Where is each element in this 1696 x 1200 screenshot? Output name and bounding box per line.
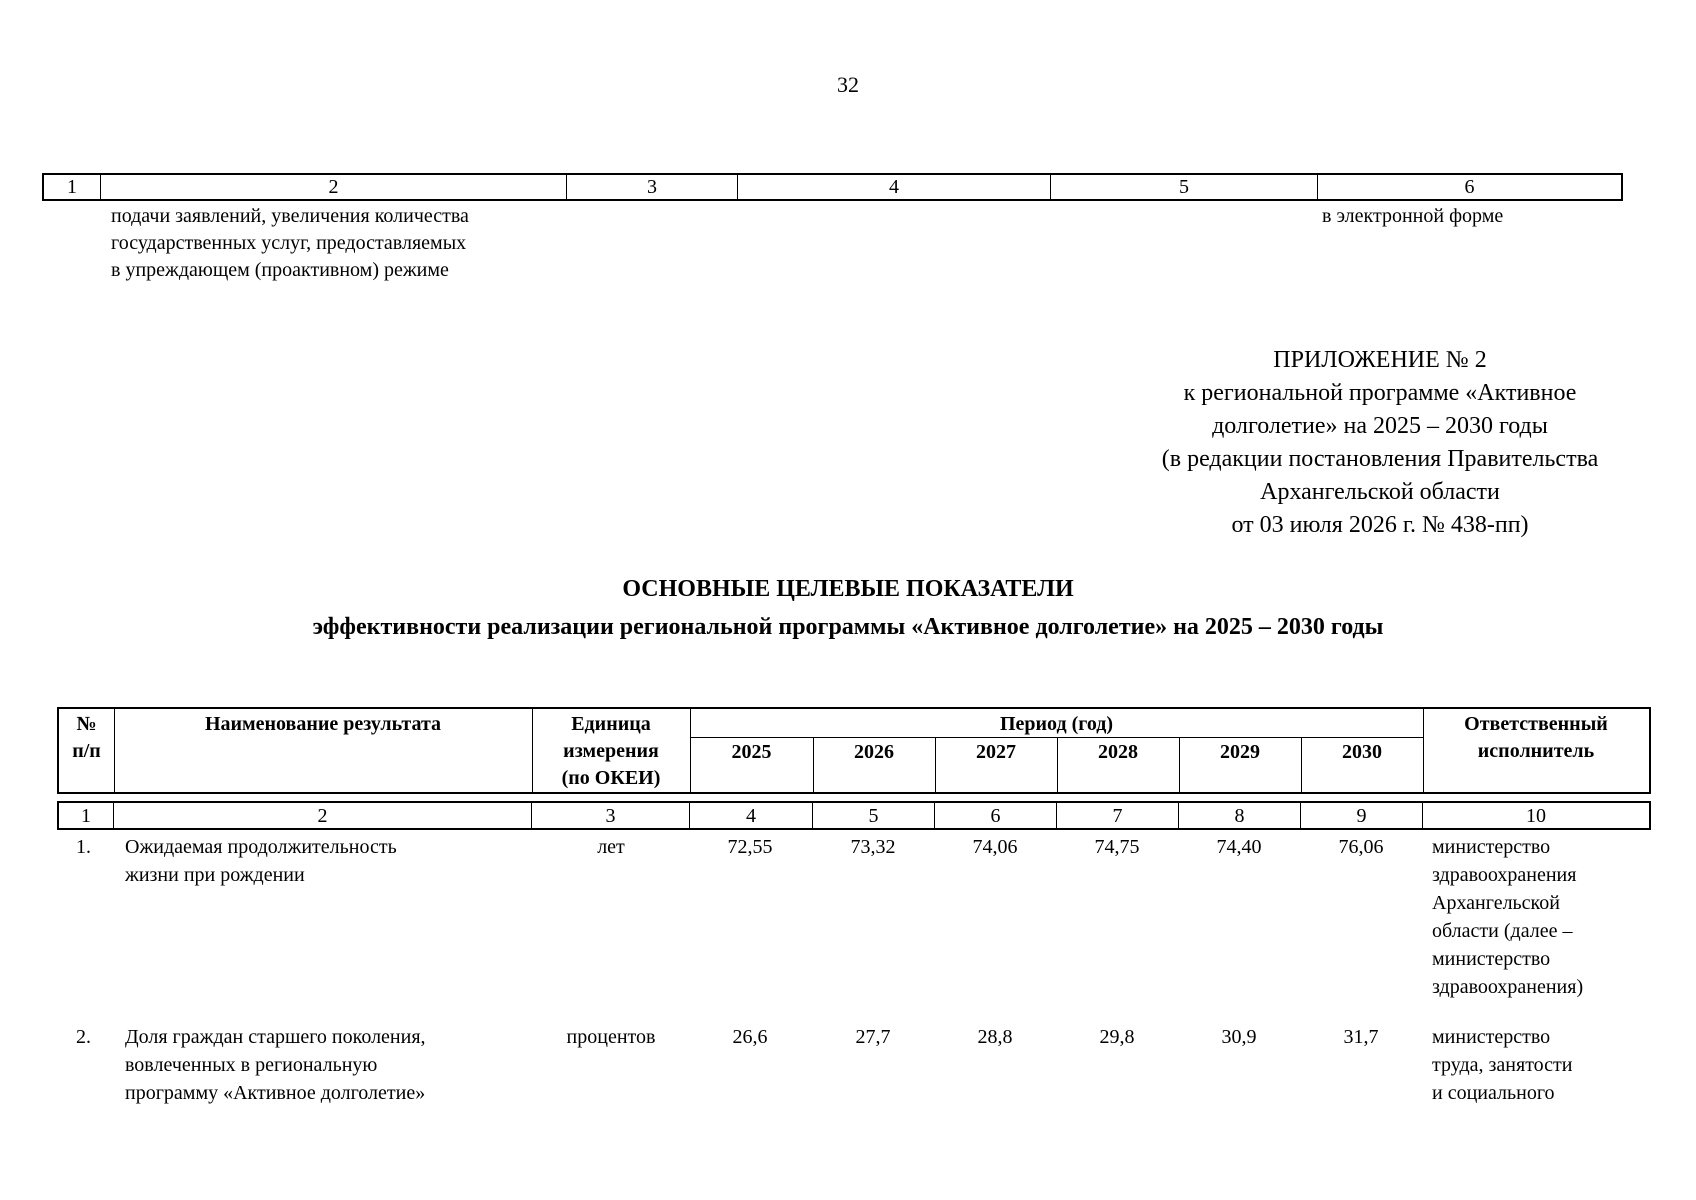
continuation-table-header: [42, 173, 1623, 201]
row-number: 2.: [76, 1026, 91, 1048]
colnum-10: 10: [1526, 805, 1546, 827]
row-value-2030: 31,7: [1343, 1026, 1379, 1048]
row-unit: процентов: [566, 1026, 656, 1048]
page-number: 32: [837, 72, 859, 97]
header-year-2027: 2027: [976, 741, 1016, 763]
colnum-3: 3: [532, 803, 690, 828]
row-value-2029: 74,40: [1216, 836, 1262, 858]
header-year-2029: 2029: [1220, 741, 1260, 763]
row-value-2030: 76,06: [1338, 836, 1384, 858]
cont-col-6: 6: [1464, 176, 1475, 198]
document-subtitle: эффективности реализации региональной программы «Активное долголетие» на 2025 – 2030 годы: [312, 614, 1384, 640]
colnum-9: 9: [1301, 803, 1423, 828]
cont-col-2: 2: [101, 175, 567, 199]
row-value-2026: 73,32: [850, 836, 896, 858]
row-unit: лет: [597, 836, 625, 858]
colnum-4: 4: [690, 803, 813, 828]
header-name: Наименование результата: [204, 713, 442, 735]
colnum-8: 8: [1179, 803, 1301, 828]
column-numbers-row: [57, 801, 1651, 830]
colnum-1: 1: [59, 803, 114, 828]
row-value-2027: 74,06: [972, 836, 1018, 858]
cont-col-4: 4: [738, 175, 1051, 199]
header-responsible: Ответственный исполнитель: [1464, 713, 1608, 762]
row-value-2028: 29,8: [1099, 1026, 1135, 1048]
row-value-2027: 28,8: [977, 1026, 1013, 1048]
header-num: № п/п: [72, 713, 101, 762]
continuation-col2-text: подачи заявлений, увеличения количества государственных услуг, предоставляемых в упреждающем (проактивном) режиме: [111, 205, 469, 281]
continuation-col6-text: в электронной форме: [1322, 205, 1504, 227]
row-value-2026: 27,7: [855, 1026, 891, 1048]
appendix-caption: ПРИЛОЖЕНИЕ № 2 к региональной программе «Активное долголетие» на 2025 – 2030 годы (в редакции постановления Правительства Архангельской области от 03 июля 2026 г. № 438-пп): [1161, 347, 1599, 538]
colnum-7: 7: [1057, 803, 1179, 828]
row-responsible: министерство труда, занятости и социального: [1432, 1026, 1573, 1104]
cont-col-3: 3: [567, 175, 738, 199]
indicators-table-header: [57, 707, 1651, 794]
row-name: Ожидаемая продолжительность жизни при рождении: [125, 836, 397, 886]
document-title: ОСНОВНЫЕ ЦЕЛЕВЫЕ ПОКАЗАТЕЛИ: [622, 576, 1074, 602]
row-value-2025: 72,55: [727, 836, 773, 858]
row-value-2029: 30,9: [1221, 1026, 1257, 1048]
row-value-2025: 26,6: [732, 1026, 768, 1048]
header-unit: Единица измерения (по ОКЕИ): [561, 713, 661, 789]
cont-col-1: 1: [44, 175, 101, 199]
header-period: Период (год): [999, 713, 1114, 735]
row-name: Доля граждан старшего поколения, вовлеченных в региональную программу «Активное долголетие»: [125, 1026, 426, 1104]
header-year-2026: 2026: [854, 741, 894, 763]
cont-col-5: 5: [1051, 175, 1318, 199]
row-value-2028: 74,75: [1094, 836, 1140, 858]
header-year-2030: 2030: [1342, 741, 1382, 763]
colnum-2: 2: [114, 803, 532, 828]
colnum-6: 6: [935, 803, 1057, 828]
colnum-5: 5: [813, 803, 935, 828]
header-year-2028: 2028: [1098, 741, 1138, 763]
header-year-2025: 2025: [731, 741, 772, 763]
row-responsible: министерство здравоохранения Архангельской области (далее – министерство здравоохранения): [1432, 836, 1584, 998]
row-number: 1.: [76, 836, 91, 858]
